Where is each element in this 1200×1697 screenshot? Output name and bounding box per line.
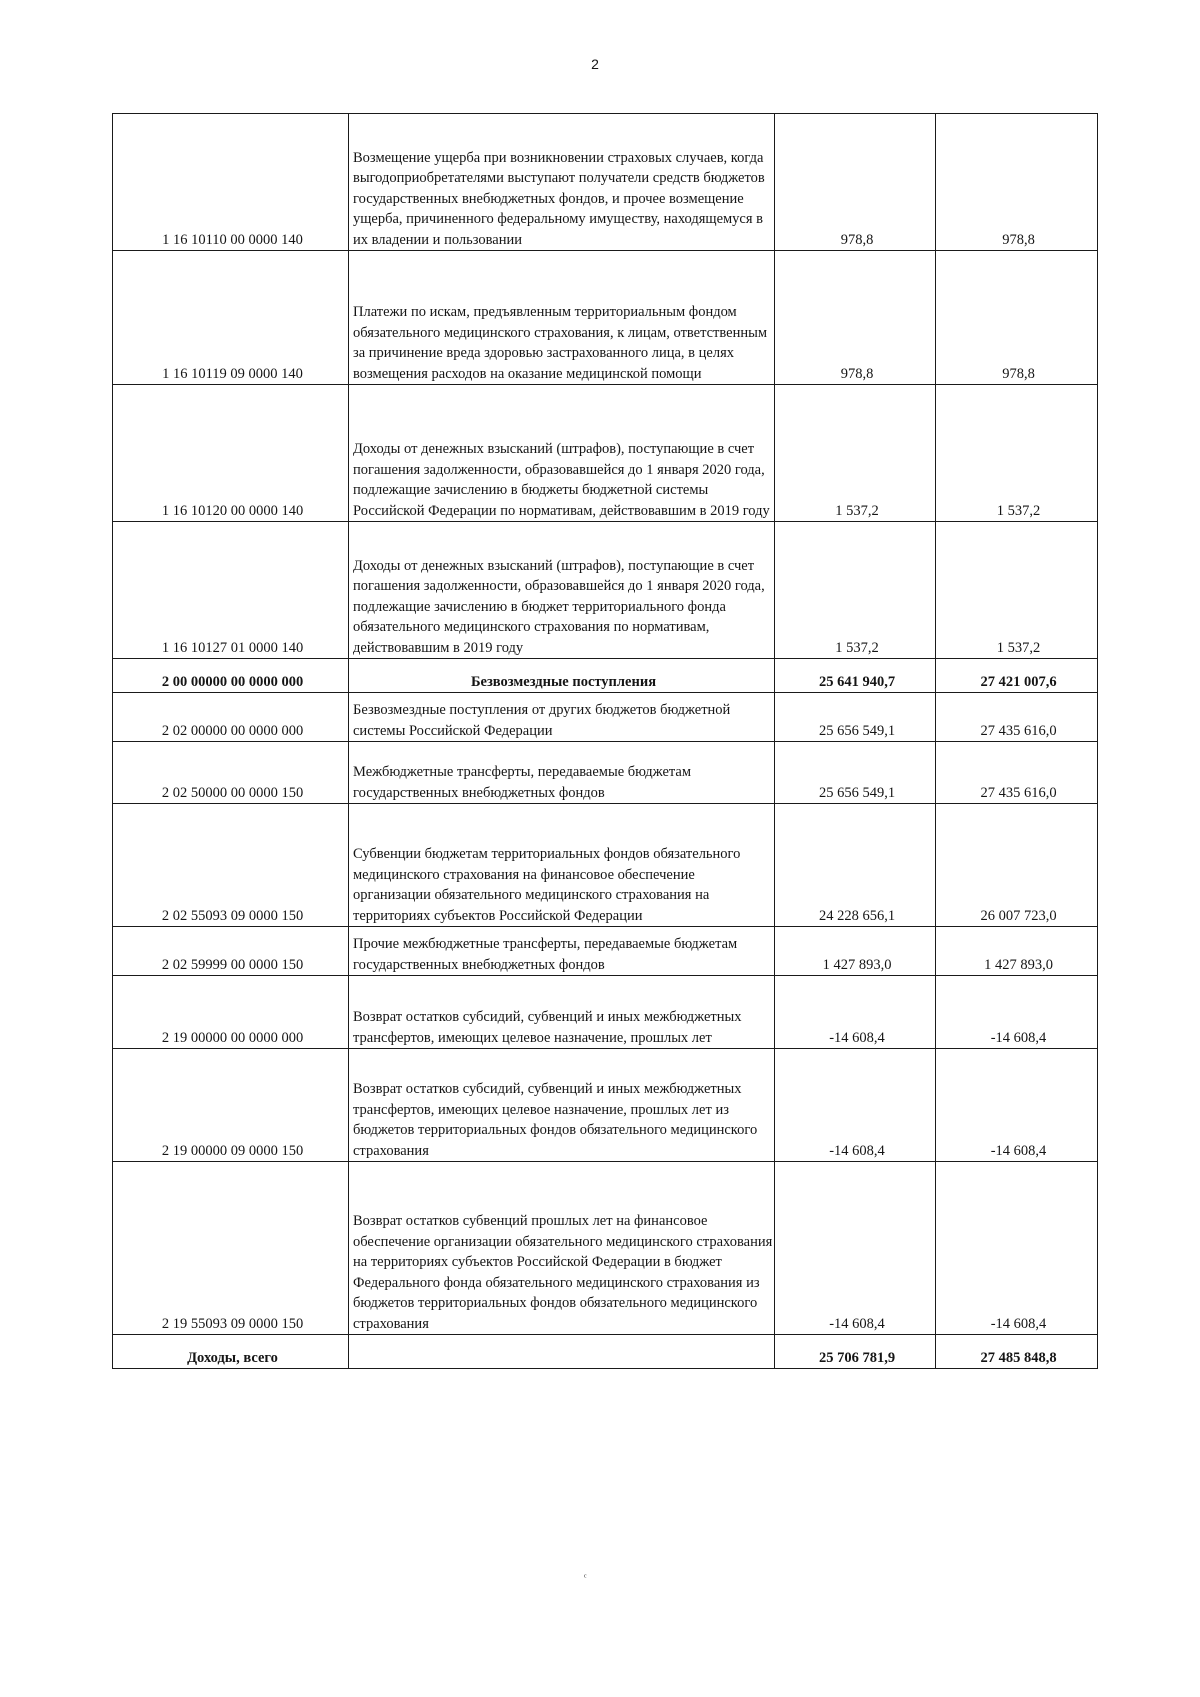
income-table: [112, 113, 1098, 1369]
row-value-2: -14 608,4: [936, 976, 1098, 1049]
total-description: [349, 1335, 775, 1369]
row-description: Безвозмездные поступления: [349, 659, 775, 693]
row-code: 1 16 10127 01 0000 140: [113, 522, 349, 659]
table-row: [113, 385, 1098, 522]
row-description: Возврат остатков субсидий, субвенций и иных межбюджетных трансфертов, имеющих целевое назначение, прошлых лет: [349, 976, 775, 1049]
row-value-2: 978,8: [936, 251, 1098, 385]
row-value-2: 978,8: [936, 114, 1098, 251]
row-code: 1 16 10119 09 0000 140: [113, 251, 349, 385]
row-code: 1 16 10110 00 0000 140: [113, 114, 349, 251]
row-description: Субвенции бюджетам территориальных фондов обязательного медицинского страхования на финансовое обеспечение организации обязательного медицинского страхования на территориях субъектов Российской Федерации: [349, 804, 775, 927]
table-row: [113, 114, 1098, 251]
row-description: Возврат остатков субсидий, субвенций и иных межбюджетных трансфертов, имеющих целевое назначение, прошлых лет из бюджетов территориальных фондов обязательного медицинского страхования: [349, 1049, 775, 1162]
table-row: [113, 976, 1098, 1049]
table-row: [113, 1162, 1098, 1335]
row-description: Межбюджетные трансферты, передаваемые бюджетам государственных внебюджетных фондов: [349, 742, 775, 804]
row-description: Платежи по искам, предъявленным территориальным фондом обязательного медицинского страхования, к лицам, ответственным за причинение вреда здоровью застрахованного лица, в целях возмещения расходов на оказание медицинской помощи: [349, 251, 775, 385]
table-row: [113, 742, 1098, 804]
row-value-2: 27 435 616,0: [936, 693, 1098, 742]
row-code: 2 02 55093 09 0000 150: [113, 804, 349, 927]
total-value-1: 25 706 781,9: [775, 1335, 936, 1369]
row-value-2: 27 435 616,0: [936, 742, 1098, 804]
row-value-1: 25 641 940,7: [775, 659, 936, 693]
page-number: 2: [591, 56, 599, 72]
row-value-2: 26 007 723,0: [936, 804, 1098, 927]
row-value-1: 25 656 549,1: [775, 742, 936, 804]
total-row: [113, 1335, 1098, 1369]
row-description: Возврат остатков субвенций прошлых лет на финансовое обеспечение организации обязательного медицинского страхования на территориях субъектов Российской Федерации в бюджет Федерального фонда обязательного медицинского страхования из бюджетов территориальных фондов обязательного медицинского страхования: [349, 1162, 775, 1335]
row-description: Доходы от денежных взысканий (штрафов), поступающие в счет погашения задолженности, образовавшейся до 1 января 2020 года, подлежащие зачислению в бюджет территориального фонда обязательного медицинского страхования по нормативам, действовавшим в 2019 году: [349, 522, 775, 659]
row-code: 2 19 00000 00 0000 000: [113, 976, 349, 1049]
table-row: [113, 251, 1098, 385]
table-row: [113, 522, 1098, 659]
row-code: 2 02 59999 00 0000 150: [113, 927, 349, 976]
table-row: [113, 1049, 1098, 1162]
row-description: Прочие межбюджетные трансферты, передаваемые бюджетам государственных внебюджетных фондов: [349, 927, 775, 976]
row-value-1: 1 537,2: [775, 385, 936, 522]
row-value-1: 1 427 893,0: [775, 927, 936, 976]
row-value-2: 27 421 007,6: [936, 659, 1098, 693]
total-label: Доходы, всего: [113, 1335, 349, 1369]
table-row: [113, 804, 1098, 927]
row-description: Безвозмездные поступления от других бюджетов бюджетной системы Российской Федерации: [349, 693, 775, 742]
table-row: [113, 693, 1098, 742]
row-value-1: -14 608,4: [775, 1049, 936, 1162]
row-value-1: 978,8: [775, 114, 936, 251]
row-value-2: 1 537,2: [936, 385, 1098, 522]
row-description: Возмещение ущерба при возникновении страховых случаев, когда выгодоприобретателями выступают получатели средств бюджетов государственных внебюджетных фондов, и прочее возмещение ущерба, причиненного федеральному имуществу, находящемуся в их владении и пользовании: [349, 114, 775, 251]
row-value-2: -14 608,4: [936, 1162, 1098, 1335]
table-row: [113, 659, 1098, 693]
row-value-1: 978,8: [775, 251, 936, 385]
row-code: 2 02 00000 00 0000 000: [113, 693, 349, 742]
row-code: 2 19 55093 09 0000 150: [113, 1162, 349, 1335]
row-value-2: 1 427 893,0: [936, 927, 1098, 976]
row-code: 1 16 10120 00 0000 140: [113, 385, 349, 522]
row-value-1: 1 537,2: [775, 522, 936, 659]
page-mark: ᶜ: [584, 1572, 587, 1583]
row-value-1: 24 228 656,1: [775, 804, 936, 927]
table-row: [113, 927, 1098, 976]
row-value-2: 1 537,2: [936, 522, 1098, 659]
total-value-2: 27 485 848,8: [936, 1335, 1098, 1369]
row-value-1: 25 656 549,1: [775, 693, 936, 742]
row-code: 2 00 00000 00 0000 000: [113, 659, 349, 693]
row-code: 2 19 00000 09 0000 150: [113, 1049, 349, 1162]
row-code: 2 02 50000 00 0000 150: [113, 742, 349, 804]
row-value-1: -14 608,4: [775, 976, 936, 1049]
row-value-2: -14 608,4: [936, 1049, 1098, 1162]
row-value-1: -14 608,4: [775, 1162, 936, 1335]
row-description: Доходы от денежных взысканий (штрафов), поступающие в счет погашения задолженности, образовавшейся до 1 января 2020 года, подлежащие зачислению в бюджеты бюджетной системы Российской Федерации по нормативам, действовавшим в 2019 году: [349, 385, 775, 522]
